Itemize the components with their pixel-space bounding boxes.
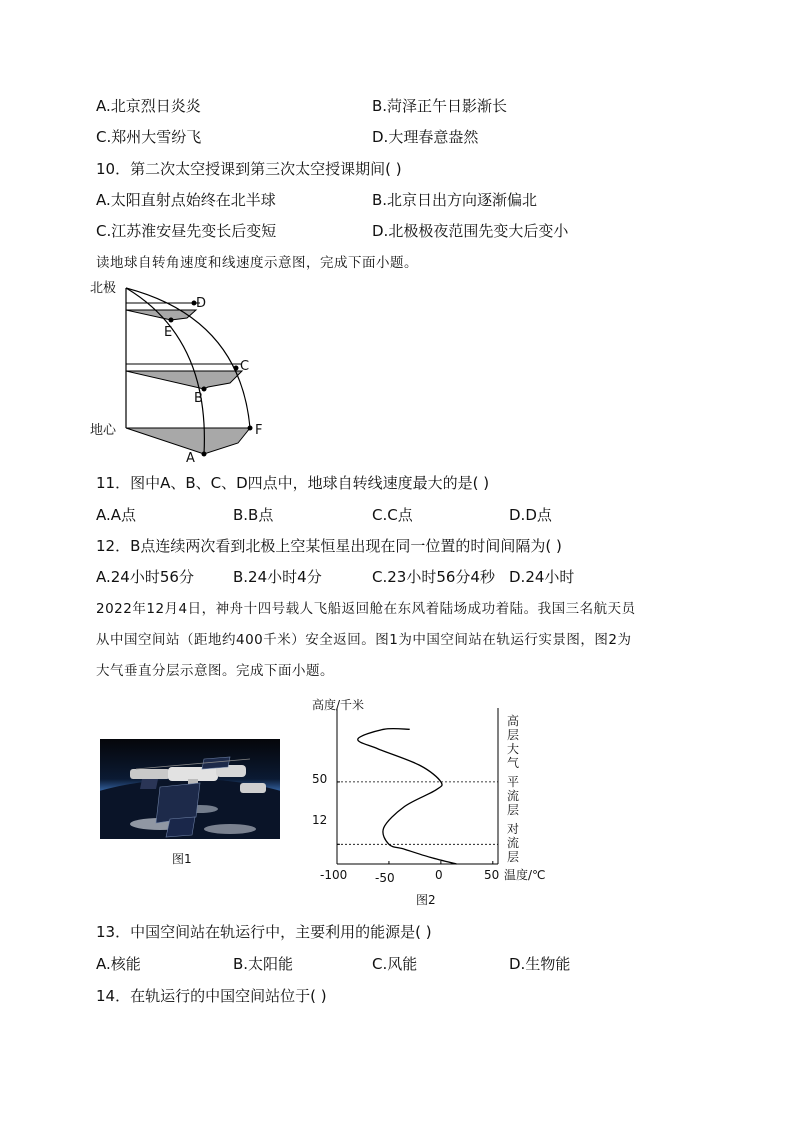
y-tick-12: 12 xyxy=(312,813,328,827)
chart-x-axis-label: 温度/℃ xyxy=(504,868,546,882)
intro-space-line-3: 大气垂直分层示意图。完成下面小题。 xyxy=(96,663,334,679)
q9-option-b: B.菏泽正午日影渐长 xyxy=(372,97,508,115)
outer-meridian xyxy=(126,288,250,428)
intro-earth-rotation: 读地球自转角速度和线速度示意图，完成下面小题。 xyxy=(96,255,418,271)
x-tick-0: 0 xyxy=(435,868,443,882)
atmosphere-chart xyxy=(300,696,570,906)
fig2-caption: 图2 xyxy=(416,893,436,907)
point-a xyxy=(202,452,207,457)
label-c: C xyxy=(240,359,250,374)
q9-option-d: D.大理春意盎然 xyxy=(372,128,479,146)
earth-rotation-diagram xyxy=(90,278,280,468)
q9-option-a: A.北京烈日炎炎 xyxy=(96,97,201,115)
q10-option-c: C.江苏淮安昼先变长后变短 xyxy=(96,222,277,240)
q11-option-a: A.A点 xyxy=(96,506,137,524)
north-pole-label: 北极 xyxy=(90,281,117,296)
q10-stem: 10．第二次太空授课到第三次太空授课期间( ) xyxy=(96,160,402,178)
q12-stem: 12．B点连续两次看到北极上空某恒星出现在同一位置的时间间隔为( ) xyxy=(96,537,562,555)
q10-option-d: D.北极极夜范围先变大后变小 xyxy=(372,222,569,240)
q11-stem: 11．图中A、B、C、D四点中，地球自转线速度最大的是( ) xyxy=(96,474,490,492)
q13-option-a: A.核能 xyxy=(96,955,141,973)
q11-option-c: C.C点 xyxy=(372,506,413,524)
label-f: F xyxy=(255,423,263,438)
q14-stem: 14．在轨运行的中国空间站位于( ) xyxy=(96,987,327,1005)
q12-option-c: C.23小时56分4秒 xyxy=(372,568,495,586)
point-f xyxy=(248,426,253,431)
label-d: D xyxy=(196,296,207,311)
x-tick-minus-100: -100 xyxy=(320,868,348,882)
label-a: A xyxy=(186,451,195,466)
point-c xyxy=(234,366,239,371)
x-tick-50: 50 xyxy=(484,868,500,882)
q11-option-d: D.D点 xyxy=(509,506,552,524)
q12-option-a: A.24小时56分 xyxy=(96,568,194,586)
y-tick-50: 50 xyxy=(312,772,328,786)
x-tick-minus-50: -50 xyxy=(375,871,395,885)
label-e: E xyxy=(164,325,173,340)
q13-option-c: C.风能 xyxy=(372,955,418,973)
label-b: B xyxy=(194,391,203,406)
layer-label-upper: 高层大气 xyxy=(507,714,520,770)
layer-label-stratosphere: 平流层 xyxy=(507,775,520,817)
q13-stem: 13．中国空间站在轨运行中，主要利用的能源是( ) xyxy=(96,923,432,941)
q11-option-b: B.B点 xyxy=(233,506,274,524)
q10-option-a: A.太阳直射点始终在北半球 xyxy=(96,191,276,209)
plane-b-shade xyxy=(126,371,242,389)
q13-option-d: D.生物能 xyxy=(509,955,571,973)
q9-option-c: C.郑州大雪纷飞 xyxy=(96,128,202,146)
point-e xyxy=(169,318,174,323)
earth-center-label: 地心 xyxy=(90,423,117,438)
q12-option-d: D.24小时 xyxy=(509,568,575,586)
earth-rotation-figure xyxy=(90,278,280,468)
layer-label-troposphere: 对流层 xyxy=(507,822,520,864)
fig1-caption: 图1 xyxy=(172,852,192,866)
q10-option-b: B.北京日出方向逐渐偏北 xyxy=(372,191,538,209)
intro-space-line-2: 从中国空间站（距地约400千米）安全返回。图1为中国空间站在轨运行实景图，图2为 xyxy=(96,632,632,648)
q12-option-b: B.24小时4分 xyxy=(233,568,322,586)
q13-option-b: B.太阳能 xyxy=(233,955,294,973)
space-station-photo xyxy=(100,739,280,839)
chart-y-axis-label: 高度/千米 xyxy=(312,698,365,712)
intro-space-line-1: 2022年12月4日，神舟十四号载人飞船返回舱在东风着陆场成功着陆。我国三名航天员 xyxy=(96,601,636,617)
temperature-curve-0 xyxy=(358,729,457,864)
